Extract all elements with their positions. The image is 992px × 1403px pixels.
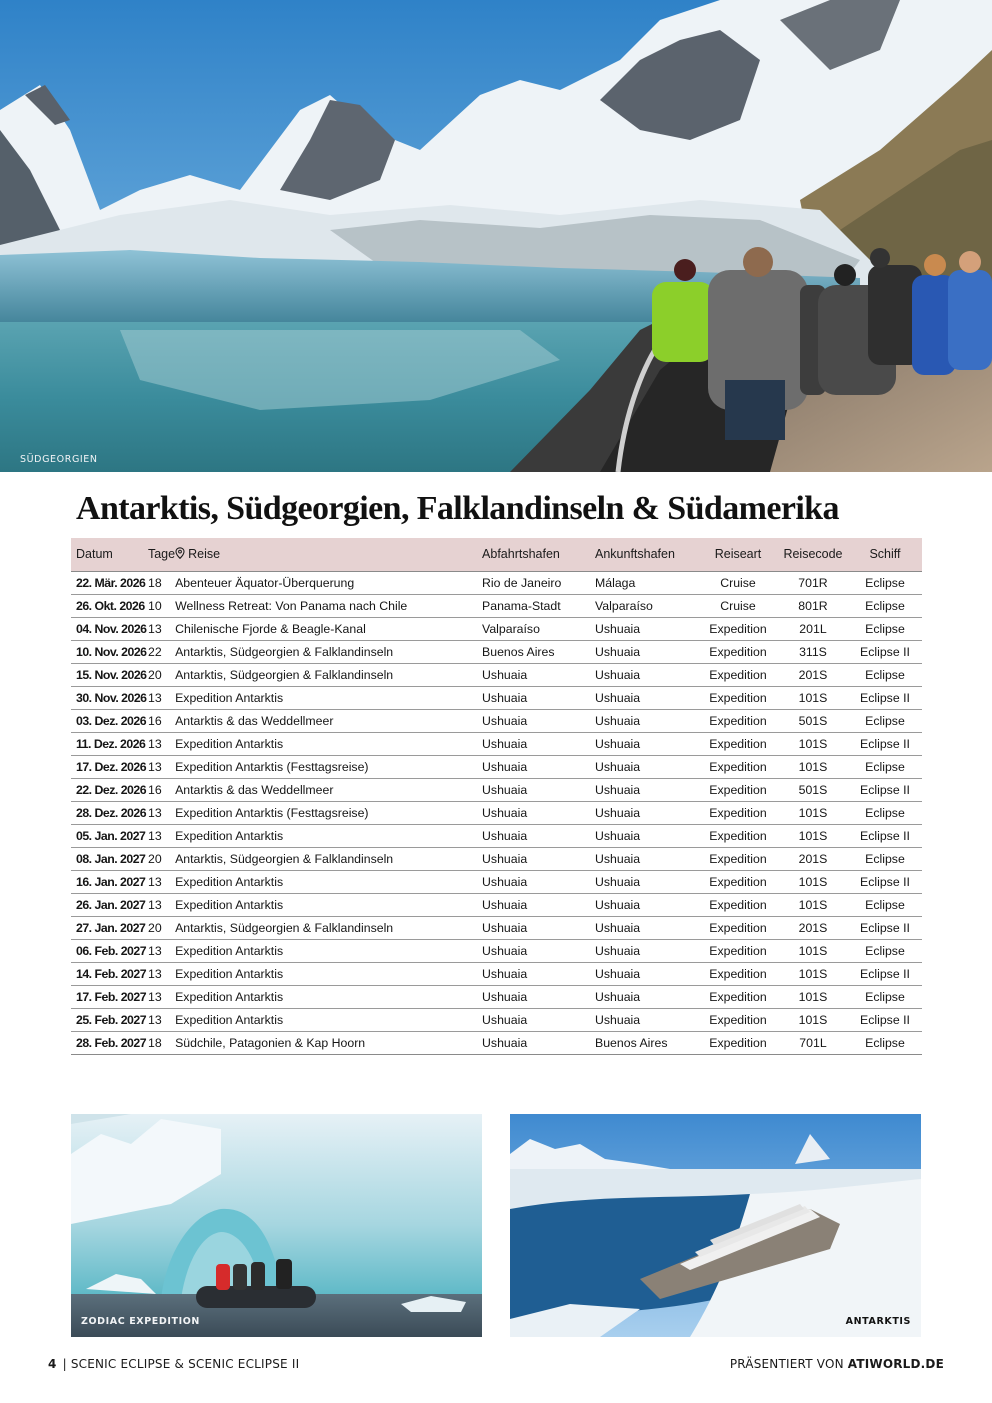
- cell-days: 13: [148, 732, 175, 755]
- cell-trip: Chilenische Fjorde & Beagle-Kanal: [175, 617, 482, 640]
- table-row: [71, 824, 922, 847]
- cell-code: 201S: [778, 916, 848, 939]
- page-title: Antarktis, Südgeorgien, Falklandinseln & Südamerika: [76, 490, 839, 527]
- column-header-departure: Abfahrtshafen: [482, 538, 595, 571]
- cell-date: 28. Dez. 2026: [71, 801, 148, 824]
- table-row: [71, 755, 922, 778]
- table-row: [71, 571, 922, 594]
- cell-ship: Eclipse: [848, 571, 922, 594]
- cell-date: 25. Feb. 2027: [71, 1008, 148, 1031]
- cell-arrival: Ushuaia: [595, 686, 698, 709]
- cell-departure: Ushuaia: [482, 1008, 595, 1031]
- photo-caption-antarctica: ANTARKTIS: [845, 1316, 911, 1327]
- column-header-trip: [175, 538, 482, 571]
- cell-days: 18: [148, 1031, 175, 1054]
- cell-code: 101S: [778, 1008, 848, 1031]
- cell-type: Expedition: [698, 916, 778, 939]
- cell-type: Expedition: [698, 686, 778, 709]
- cell-departure: Ushuaia: [482, 916, 595, 939]
- cell-date: 03. Dez. 2026: [71, 709, 148, 732]
- cell-date: 22. Mär. 2026: [71, 571, 148, 594]
- cell-departure: Ushuaia: [482, 985, 595, 1008]
- cell-trip: Südchile, Patagonien & Kap Hoorn: [175, 1031, 482, 1054]
- cell-days: 13: [148, 985, 175, 1008]
- cell-date: 10. Nov. 2026: [71, 640, 148, 663]
- cell-trip: Antarktis, Südgeorgien & Falklandinseln: [175, 916, 482, 939]
- cell-arrival: Ushuaia: [595, 778, 698, 801]
- cell-ship: Eclipse II: [848, 916, 922, 939]
- cell-arrival: Ushuaia: [595, 640, 698, 663]
- cell-type: Expedition: [698, 985, 778, 1008]
- cell-code: 101S: [778, 985, 848, 1008]
- table-row: [71, 893, 922, 916]
- cell-date: 26. Jan. 2027: [71, 893, 148, 916]
- cell-arrival: Málaga: [595, 571, 698, 594]
- cell-departure: Ushuaia: [482, 686, 595, 709]
- cell-trip: Expedition Antarktis: [175, 939, 482, 962]
- cell-arrival: Buenos Aires: [595, 1031, 698, 1054]
- column-header-trip-label: Reise: [188, 547, 221, 562]
- cell-days: 20: [148, 916, 175, 939]
- cell-code: 101S: [778, 939, 848, 962]
- cell-date: 05. Jan. 2027: [71, 824, 148, 847]
- cell-arrival: Valparaíso: [595, 594, 698, 617]
- cell-code: 101S: [778, 686, 848, 709]
- cell-trip: Antarktis, Südgeorgien & Falklandinseln: [175, 640, 482, 663]
- cell-date: 22. Dez. 2026: [71, 778, 148, 801]
- cell-ship: Eclipse: [848, 985, 922, 1008]
- cell-days: 13: [148, 962, 175, 985]
- footer-right: [730, 1357, 944, 1371]
- cell-code: 311S: [778, 640, 848, 663]
- cell-ship: Eclipse: [848, 1031, 922, 1054]
- table-row: [71, 594, 922, 617]
- cell-arrival: Ushuaia: [595, 962, 698, 985]
- table-row: [71, 617, 922, 640]
- cell-date: 14. Feb. 2027: [71, 962, 148, 985]
- cell-trip: Expedition Antarktis: [175, 893, 482, 916]
- cell-days: 13: [148, 824, 175, 847]
- cell-departure: Ushuaia: [482, 824, 595, 847]
- cell-arrival: Ushuaia: [595, 985, 698, 1008]
- photo-antarctica-ship: [510, 1114, 921, 1337]
- cell-type: Expedition: [698, 617, 778, 640]
- cell-ship: Eclipse II: [848, 732, 922, 755]
- cell-ship: Eclipse: [848, 939, 922, 962]
- cell-days: 13: [148, 617, 175, 640]
- cell-ship: Eclipse: [848, 893, 922, 916]
- cell-trip: Expedition Antarktis: [175, 686, 482, 709]
- footer-presented-by: PRÄSENTIERT VON: [729, 1357, 848, 1371]
- cell-date: 15. Nov. 2026: [71, 663, 148, 686]
- cell-date: 06. Feb. 2027: [71, 939, 148, 962]
- cell-type: Expedition: [698, 962, 778, 985]
- photo-zodiac-expedition: [71, 1114, 482, 1337]
- cell-days: 16: [148, 778, 175, 801]
- footer-publication: | SCENIC ECLIPSE & SCENIC ECLIPSE II: [62, 1357, 300, 1371]
- cell-date: 04. Nov. 2026: [71, 617, 148, 640]
- cell-departure: Rio de Janeiro: [482, 571, 595, 594]
- cell-trip: Expedition Antarktis (Festtagsreise): [175, 801, 482, 824]
- cell-ship: Eclipse: [848, 594, 922, 617]
- column-header-type: Reiseart: [698, 538, 778, 571]
- cell-type: Expedition: [698, 755, 778, 778]
- cell-days: 20: [148, 663, 175, 686]
- table-header-row: [71, 538, 922, 571]
- hero-caption: SÜDGEORGIEN: [20, 454, 98, 465]
- cell-trip: Expedition Antarktis: [175, 870, 482, 893]
- cell-date: 26. Okt. 2026: [71, 594, 148, 617]
- cell-days: 22: [148, 640, 175, 663]
- cell-ship: Eclipse II: [848, 870, 922, 893]
- table-row: [71, 939, 922, 962]
- cell-code: 501S: [778, 778, 848, 801]
- cell-code: 101S: [778, 870, 848, 893]
- cell-trip: Wellness Retreat: Von Panama nach Chile: [175, 594, 482, 617]
- iceberg-arch-illustration: [71, 1114, 482, 1337]
- cell-date: 16. Jan. 2027: [71, 870, 148, 893]
- cell-ship: Eclipse II: [848, 778, 922, 801]
- table-row: [71, 847, 922, 870]
- cell-ship: Eclipse II: [848, 824, 922, 847]
- cell-ship: Eclipse: [848, 755, 922, 778]
- cell-days: 13: [148, 801, 175, 824]
- cell-days: 18: [148, 571, 175, 594]
- cell-ship: Eclipse: [848, 617, 922, 640]
- table-row: [71, 870, 922, 893]
- cell-trip: Expedition Antarktis: [175, 985, 482, 1008]
- cell-code: 101S: [778, 962, 848, 985]
- cell-departure: Ushuaia: [482, 962, 595, 985]
- cell-days: 13: [148, 870, 175, 893]
- table-row: [71, 663, 922, 686]
- cell-departure: Ushuaia: [482, 663, 595, 686]
- cell-ship: Eclipse: [848, 801, 922, 824]
- cell-code: 701L: [778, 1031, 848, 1054]
- cell-departure: Ushuaia: [482, 847, 595, 870]
- cell-type: Cruise: [698, 594, 778, 617]
- cell-trip: Antarktis & das Weddellmeer: [175, 778, 482, 801]
- cell-arrival: Ushuaia: [595, 801, 698, 824]
- glacier-landscape-illustration: [0, 0, 992, 472]
- cell-code: 201S: [778, 847, 848, 870]
- column-header-ship: Schiff: [848, 538, 922, 571]
- cell-ship: Eclipse: [848, 709, 922, 732]
- cell-date: 28. Feb. 2027: [71, 1031, 148, 1054]
- cell-type: Cruise: [698, 571, 778, 594]
- cell-trip: Expedition Antarktis: [175, 824, 482, 847]
- cell-arrival: Ushuaia: [595, 847, 698, 870]
- cell-ship: Eclipse II: [848, 1008, 922, 1031]
- cell-ship: Eclipse: [848, 663, 922, 686]
- cell-departure: Ushuaia: [482, 1031, 595, 1054]
- cell-type: Expedition: [698, 778, 778, 801]
- cell-code: 101S: [778, 732, 848, 755]
- cell-arrival: Ushuaia: [595, 709, 698, 732]
- cell-ship: Eclipse II: [848, 686, 922, 709]
- cell-ship: Eclipse II: [848, 962, 922, 985]
- cell-type: Expedition: [698, 893, 778, 916]
- cell-type: Expedition: [698, 1008, 778, 1031]
- cell-days: 13: [148, 686, 175, 709]
- table-row: [71, 962, 922, 985]
- photo-caption-zodiac: ZODIAC EXPEDITION: [81, 1316, 200, 1327]
- table-row: [71, 709, 922, 732]
- cell-departure: Buenos Aires: [482, 640, 595, 663]
- table-row: [71, 778, 922, 801]
- cell-type: Expedition: [698, 801, 778, 824]
- map-pin-icon: [175, 547, 185, 559]
- cell-trip: Expedition Antarktis: [175, 1008, 482, 1031]
- cell-days: 16: [148, 709, 175, 732]
- cell-code: 101S: [778, 755, 848, 778]
- cell-departure: Ushuaia: [482, 801, 595, 824]
- cell-trip: Antarktis & das Weddellmeer: [175, 709, 482, 732]
- cell-arrival: Ushuaia: [595, 893, 698, 916]
- cell-code: 701R: [778, 571, 848, 594]
- table-row: [71, 1031, 922, 1054]
- table-row: [71, 916, 922, 939]
- table-row: [71, 801, 922, 824]
- cell-arrival: Ushuaia: [595, 939, 698, 962]
- cell-arrival: Ushuaia: [595, 617, 698, 640]
- cell-type: Expedition: [698, 1031, 778, 1054]
- cell-arrival: Ushuaia: [595, 663, 698, 686]
- cell-type: Expedition: [698, 847, 778, 870]
- cell-departure: Panama-Stadt: [482, 594, 595, 617]
- cell-type: Expedition: [698, 870, 778, 893]
- cell-departure: Valparaíso: [482, 617, 595, 640]
- cell-departure: Ushuaia: [482, 870, 595, 893]
- cell-type: Expedition: [698, 709, 778, 732]
- table-row: [71, 732, 922, 755]
- cell-arrival: Ushuaia: [595, 870, 698, 893]
- cell-type: Expedition: [698, 939, 778, 962]
- cell-code: 201L: [778, 617, 848, 640]
- column-header-days: Tage: [148, 538, 175, 571]
- cell-type: Expedition: [698, 663, 778, 686]
- cell-date: 30. Nov. 2026: [71, 686, 148, 709]
- departures-table: [71, 538, 922, 1055]
- cell-trip: Antarktis, Südgeorgien & Falklandinseln: [175, 847, 482, 870]
- column-header-date: Datum: [71, 538, 148, 571]
- cell-date: 08. Jan. 2027: [71, 847, 148, 870]
- cell-code: 101S: [778, 824, 848, 847]
- cell-ship: Eclipse II: [848, 640, 922, 663]
- cell-code: 101S: [778, 801, 848, 824]
- cell-days: 13: [148, 893, 175, 916]
- hero-photo-south-georgia: [0, 0, 992, 472]
- column-header-code: Reisecode: [778, 538, 848, 571]
- cell-days: 20: [148, 847, 175, 870]
- cell-code: 501S: [778, 709, 848, 732]
- cell-trip: Expedition Antarktis (Festtagsreise): [175, 755, 482, 778]
- table-row: [71, 640, 922, 663]
- footer-left: [48, 1357, 299, 1371]
- table-row: [71, 686, 922, 709]
- cell-days: 13: [148, 939, 175, 962]
- cell-type: Expedition: [698, 732, 778, 755]
- cell-departure: Ushuaia: [482, 893, 595, 916]
- cell-trip: Expedition Antarktis: [175, 962, 482, 985]
- table-row: [71, 985, 922, 1008]
- table-row: [71, 1008, 922, 1031]
- cell-arrival: Ushuaia: [595, 732, 698, 755]
- page-number: 4: [48, 1357, 57, 1371]
- footer-brand-link[interactable]: ATIWORLD.DE: [847, 1357, 944, 1371]
- cell-date: 27. Jan. 2027: [71, 916, 148, 939]
- cell-type: Expedition: [698, 640, 778, 663]
- cell-days: 10: [148, 594, 175, 617]
- cell-arrival: Ushuaia: [595, 1008, 698, 1031]
- cell-code: 801R: [778, 594, 848, 617]
- cell-arrival: Ushuaia: [595, 755, 698, 778]
- cell-date: 17. Feb. 2027: [71, 985, 148, 1008]
- cell-date: 17. Dez. 2026: [71, 755, 148, 778]
- cell-ship: Eclipse: [848, 847, 922, 870]
- cell-trip: Expedition Antarktis: [175, 732, 482, 755]
- cell-departure: Ushuaia: [482, 778, 595, 801]
- cell-trip: Abenteuer Äquator-Überquerung: [175, 571, 482, 594]
- cell-arrival: Ushuaia: [595, 916, 698, 939]
- cell-departure: Ushuaia: [482, 755, 595, 778]
- cell-trip: Antarktis, Südgeorgien & Falklandinseln: [175, 663, 482, 686]
- column-header-arrival: Ankunftshafen: [595, 538, 698, 571]
- cell-code: 101S: [778, 893, 848, 916]
- cell-arrival: Ushuaia: [595, 824, 698, 847]
- ship-in-ice-illustration: [510, 1114, 921, 1337]
- cell-departure: Ushuaia: [482, 709, 595, 732]
- cell-date: 11. Dez. 2026: [71, 732, 148, 755]
- cell-type: Expedition: [698, 824, 778, 847]
- cell-days: 13: [148, 1008, 175, 1031]
- cell-code: 201S: [778, 663, 848, 686]
- cell-departure: Ushuaia: [482, 939, 595, 962]
- table-body: [71, 571, 922, 1054]
- cell-departure: Ushuaia: [482, 732, 595, 755]
- cell-days: 13: [148, 755, 175, 778]
